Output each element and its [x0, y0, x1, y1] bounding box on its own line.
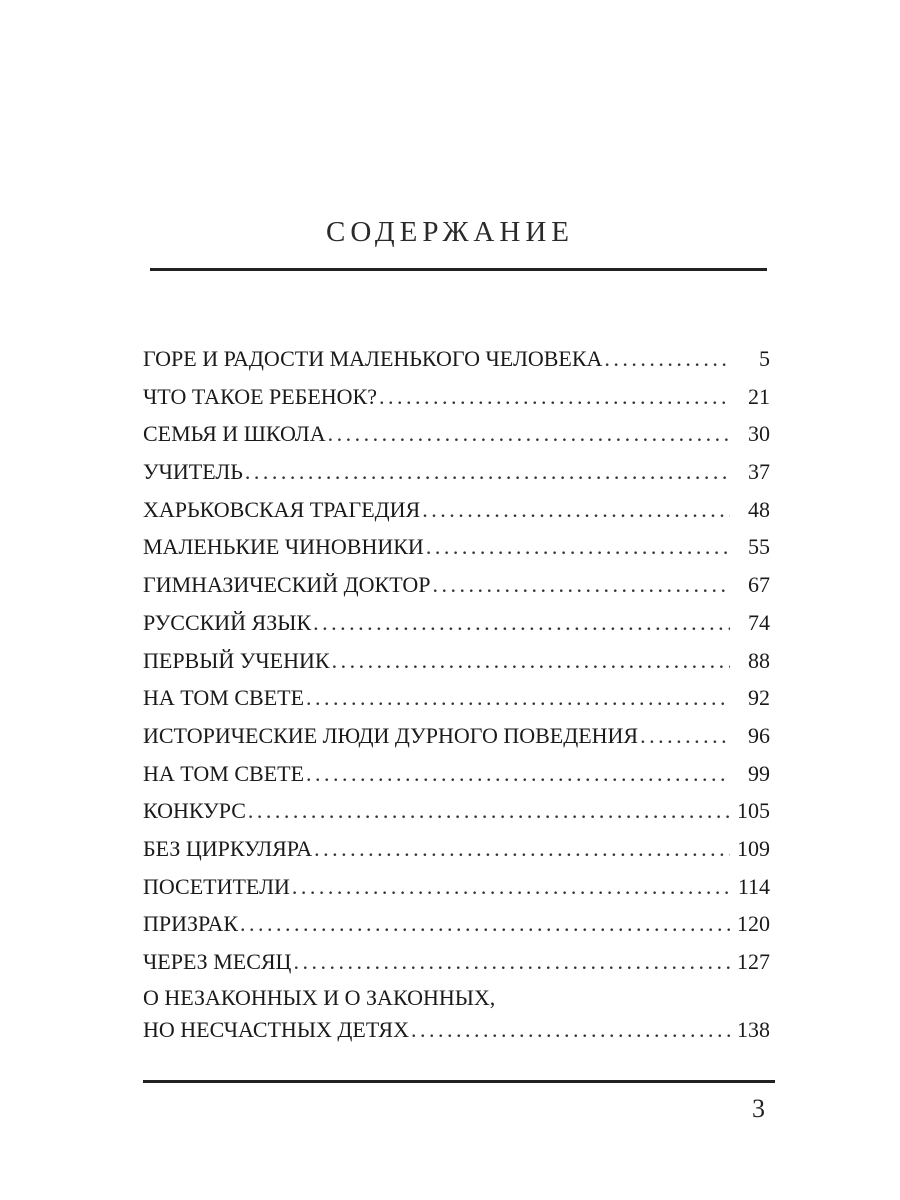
- table-of-contents: [143, 340, 770, 1048]
- dot-leader: [379, 378, 730, 416]
- toc-entry[interactable]: [143, 453, 770, 491]
- dot-leader: [422, 491, 730, 529]
- toc-entry-title: МАЛЕНЬКИЕ ЧИНОВНИКИ: [143, 534, 424, 560]
- toc-entry-title: ИСТОРИЧЕСКИЕ ЛЮДИ ДУРНОГО ПОВЕДЕНИЯ: [143, 722, 639, 748]
- toc-entry-title: ПОСЕТИТЕЛИ: [143, 873, 290, 899]
- toc-entry-page: 99: [748, 760, 770, 786]
- toc-entry-page: 92: [748, 685, 770, 711]
- dot-leader: [640, 717, 730, 755]
- toc-entry-title: УЧИТЕЛЬ: [143, 459, 243, 485]
- toc-entry-page: 30: [748, 421, 770, 447]
- toc-entry-page: 120: [737, 911, 770, 937]
- toc-entry-title: ГОРЕ И РАДОСТИ МАЛЕНЬКОГО ЧЕЛОВЕКА: [143, 346, 603, 371]
- toc-entry[interactable]: [143, 604, 770, 642]
- toc-entry-page: 109: [737, 835, 770, 861]
- toc-entry-title-line2-row: [143, 1011, 770, 1048]
- dot-leader: [604, 340, 730, 378]
- toc-entry-page: 114: [737, 873, 770, 899]
- toc-entry-page: 21: [748, 383, 770, 409]
- dot-leader: [245, 453, 730, 491]
- dot-leader: [306, 679, 730, 717]
- toc-entry[interactable]: [143, 792, 770, 830]
- toc-entry[interactable]: [143, 642, 770, 680]
- toc-entry-title: НА ТОМ СВЕТЕ: [143, 760, 305, 786]
- dot-leader: [332, 642, 730, 680]
- toc-entry-page: 74: [748, 609, 770, 635]
- page-number: 3: [752, 1094, 765, 1123]
- toc-entry-title: ГИМНАЗИЧЕСКИЙ ДОКТОР: [143, 572, 431, 598]
- page-title: СОДЕРЖАНИЕ: [326, 216, 574, 248]
- toc-entry[interactable]: [143, 830, 770, 868]
- toc-entry[interactable]: [143, 943, 770, 981]
- footer-rule: [143, 1080, 775, 1083]
- dot-leader: [292, 868, 730, 906]
- dot-leader: [314, 830, 730, 868]
- toc-entry-page: 105: [737, 798, 770, 824]
- toc-entry-page: 96: [748, 722, 770, 748]
- toc-entry-page: 138: [737, 1016, 770, 1042]
- toc-entry-page: 88: [748, 647, 770, 673]
- toc-entry-title: ЧТО ТАКОЕ РЕБЕНОК?: [143, 383, 377, 409]
- toc-entry[interactable]: [143, 378, 770, 416]
- toc-entry-page: 48: [748, 496, 770, 522]
- dot-leader: [433, 566, 730, 604]
- toc-entry-title: ПЕРВЫЙ УЧЕНИК: [143, 647, 330, 673]
- dot-leader: [293, 943, 730, 981]
- toc-entry[interactable]: [143, 868, 770, 906]
- toc-entry[interactable]: [143, 755, 770, 793]
- toc-entry-page: 67: [748, 572, 770, 598]
- toc-entry-page: 5: [759, 346, 770, 371]
- toc-entry-page: 55: [748, 534, 770, 560]
- toc-entry-page: 37: [748, 459, 770, 485]
- dot-leader: [426, 528, 730, 566]
- toc-entry-title: ЧЕРЕЗ МЕСЯЦ: [143, 949, 292, 974]
- toc-entry-title: СЕМЬЯ И ШКОЛА: [143, 421, 326, 447]
- dot-leader: [328, 415, 730, 453]
- dot-leader: [306, 755, 730, 793]
- toc-entry[interactable]: [143, 905, 770, 943]
- toc-entry[interactable]: [143, 528, 770, 566]
- toc-entry[interactable]: [143, 415, 770, 453]
- toc-entry[interactable]: [143, 491, 770, 529]
- toc-entry[interactable]: [143, 679, 770, 717]
- toc-entry[interactable]: [143, 566, 770, 604]
- toc-entry-title-line1: О НЕЗАКОННЫХ И О ЗАКОННЫХ,: [143, 984, 496, 1010]
- toc-entry-title-line2: НО НЕСЧАСТНЫХ ДЕТЯХ: [143, 1016, 409, 1042]
- dot-leader: [248, 792, 730, 830]
- toc-entry-title: БЕЗ ЦИРКУЛЯРА: [143, 835, 313, 861]
- toc-entry-page: 127: [737, 949, 770, 974]
- toc-entry[interactable]: [143, 340, 770, 378]
- toc-entry-title: ХАРЬКОВСКАЯ ТРАГЕДИЯ: [143, 496, 421, 522]
- toc-entry-title: ПРИЗРАК: [143, 911, 239, 937]
- toc-entry-multiline[interactable]: [143, 981, 770, 1048]
- dot-leader: [411, 1011, 730, 1048]
- toc-entry-title: РУССКИЙ ЯЗЫК: [143, 609, 312, 635]
- toc-entry-title: КОНКУРС: [143, 798, 246, 824]
- toc-entry-title: НА ТОМ СВЕТЕ: [143, 685, 305, 711]
- dot-leader: [313, 604, 730, 642]
- toc-entry[interactable]: [143, 717, 770, 755]
- dot-leader: [240, 905, 730, 943]
- title-rule: [150, 268, 767, 271]
